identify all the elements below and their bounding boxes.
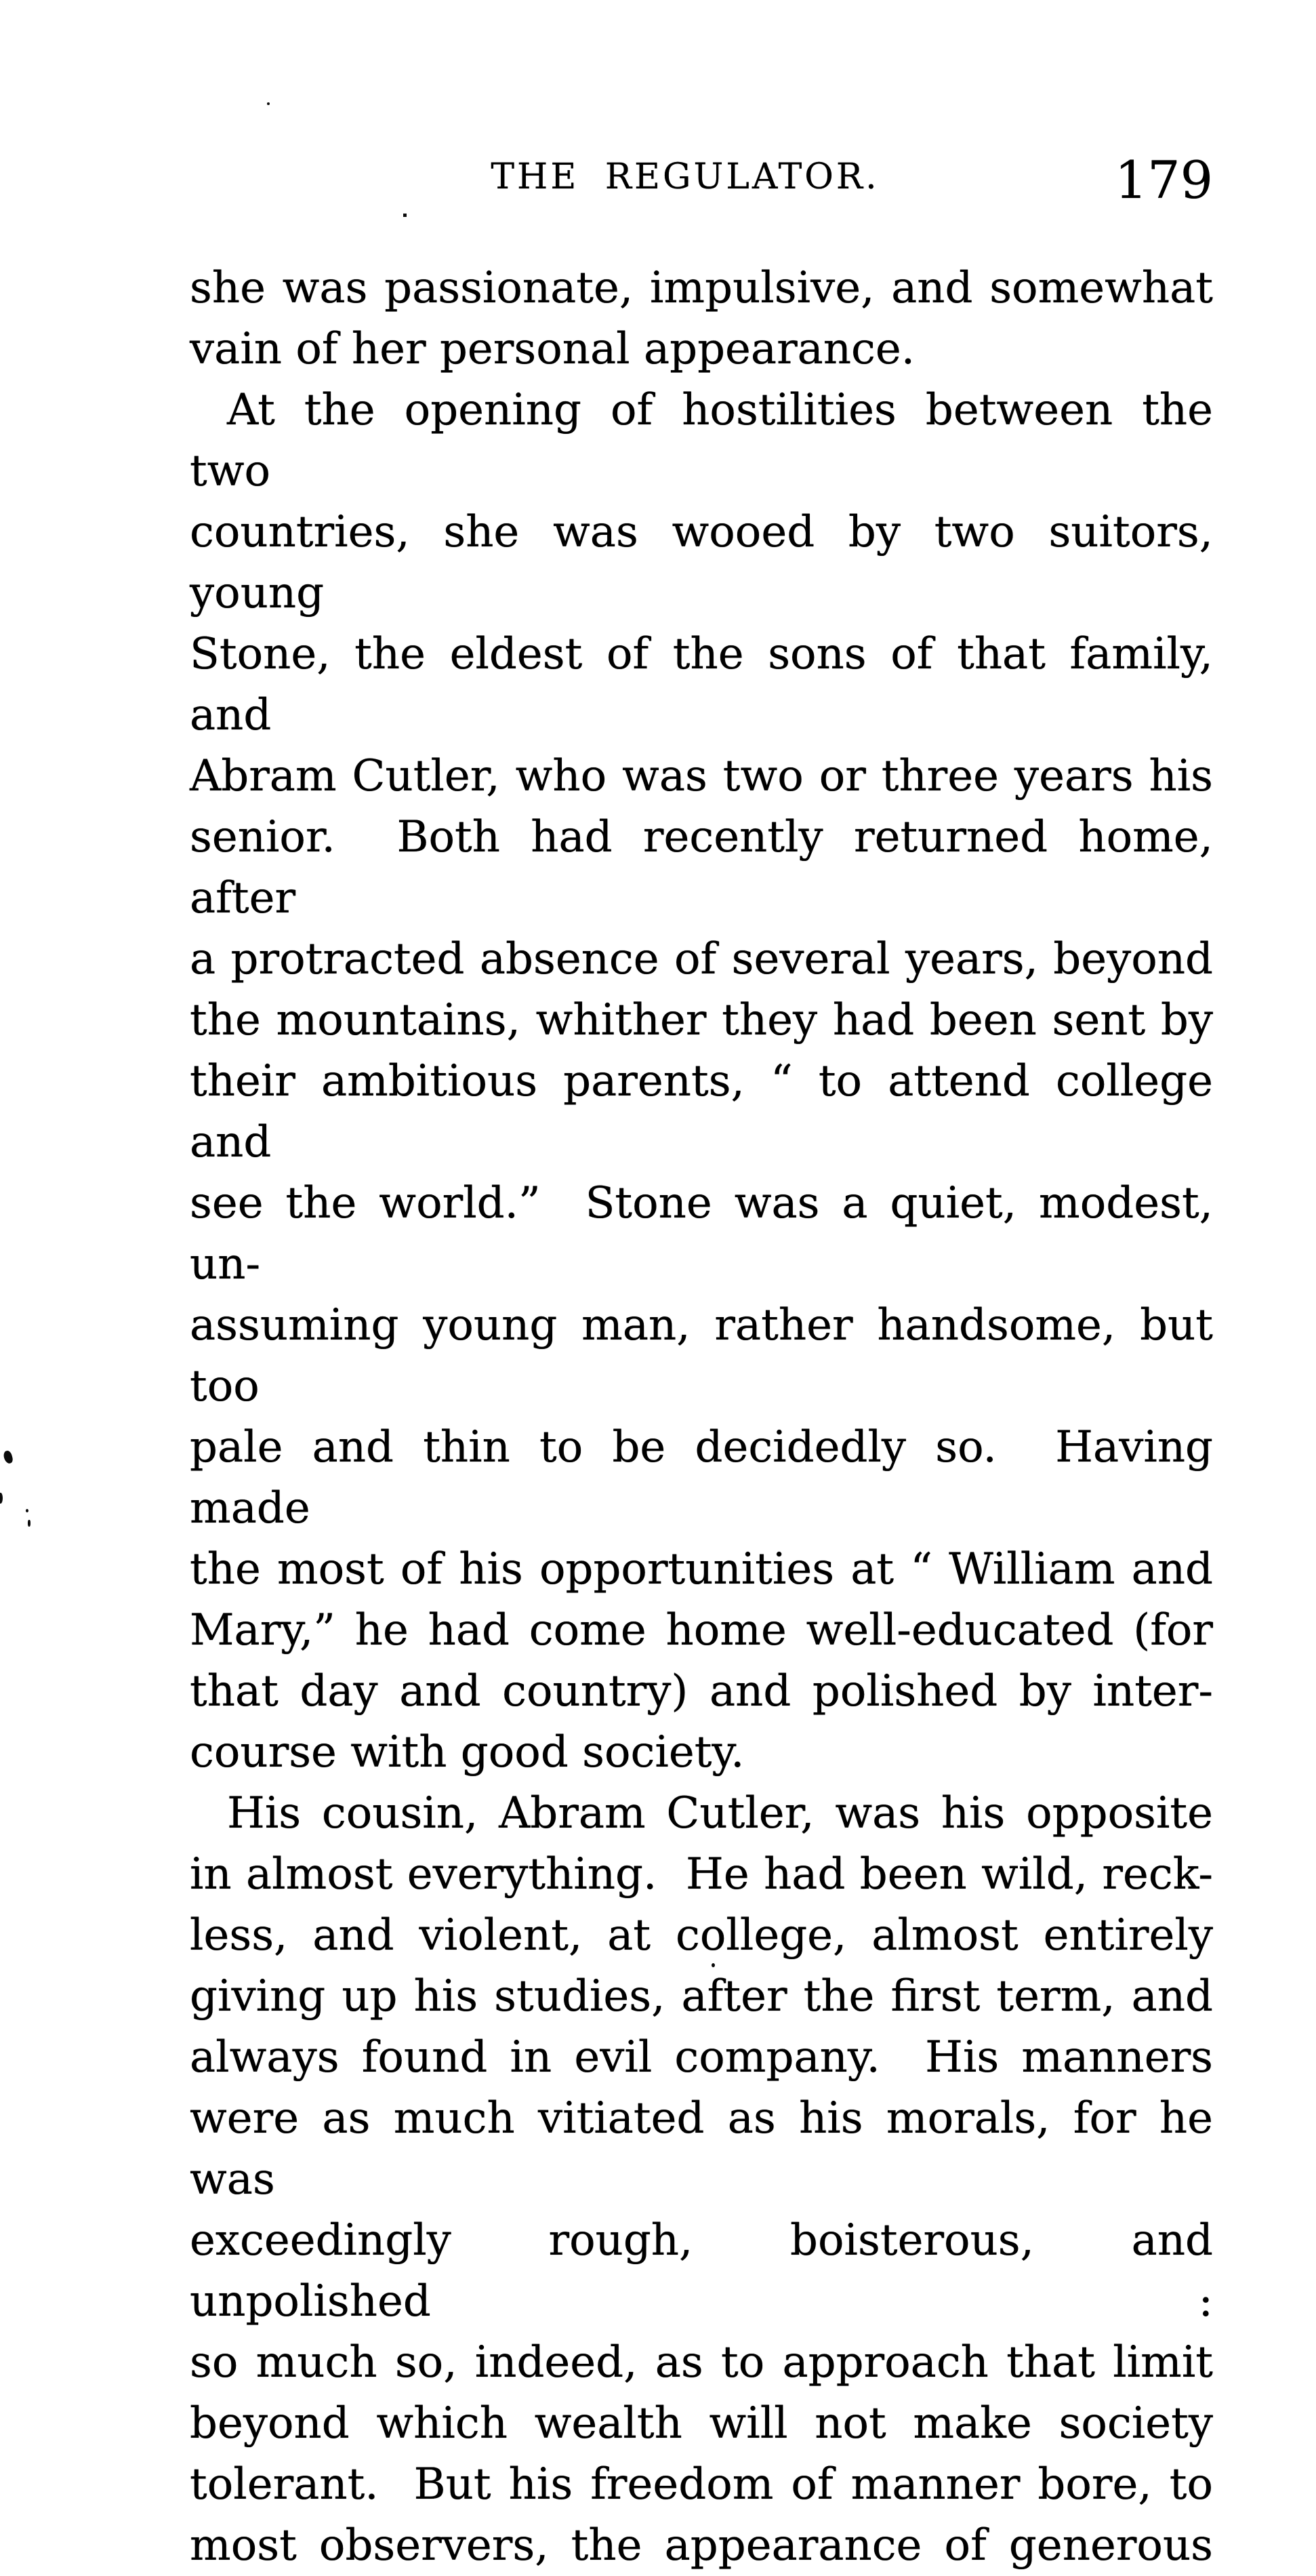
text-line: always found in evil company. His manners <box>190 2032 1213 2082</box>
text-line: the most of his opportunities at “ William and <box>190 1544 1213 1594</box>
text-line: countries, she was wooed by two suitors, young <box>190 507 1213 618</box>
text-line: tolerant. But his freedom of manner bore, to <box>190 2459 1213 2510</box>
text-line: so much so, indeed, as to approach that limit <box>190 2337 1213 2388</box>
ink-speck <box>26 1509 28 1512</box>
text-line: course with good society. <box>190 1727 745 1777</box>
text-line: beyond which wealth will not make society <box>190 2398 1213 2449</box>
ink-speck <box>712 1963 715 1967</box>
text-line: pale and thin to be decidedly so. Having made <box>190 1422 1213 1533</box>
text-line: senior. Both had recently returned home, after <box>190 812 1213 923</box>
text-line: in almost everything. He had been wild, reck- <box>190 1849 1213 1899</box>
ink-speck <box>28 1520 30 1527</box>
text-line: giving up his studies, after the first term, and <box>190 1971 1213 2021</box>
text-line: most observers, the appearance of generous <box>190 2520 1213 2571</box>
ink-speck <box>403 214 407 217</box>
text-line: the mountains, whither they had been sent by <box>190 995 1213 1045</box>
text-line: Mary,” he had come home well-educated (for <box>190 1605 1213 1655</box>
text-line: assuming young man, rather handsome, but too <box>190 1300 1213 1411</box>
text-line: vain of her personal appearance. <box>190 324 916 374</box>
text-line: were as much vitiated as his morals, for he was <box>190 2093 1213 2205</box>
text-line: Stone, the eldest of the sons of that family, and <box>190 629 1213 740</box>
text-line: see the world.” Stone was a quiet, modest, un- <box>190 1178 1213 1289</box>
page-number: 179 <box>1114 150 1213 210</box>
text-line: less, and violent, at college, almost entirely <box>190 1910 1213 1960</box>
body-text <box>190 258 1213 2576</box>
text-line: Abram Cutler, who was two or three years his <box>190 751 1213 801</box>
text-line: At the opening of hostilities between the two <box>190 385 1213 496</box>
text-line: their ambitious parents, “ to attend college and <box>190 1056 1213 1167</box>
text-line: exceedingly rough, boisterous, and unpolished : <box>190 2215 1213 2327</box>
text-line: a protracted absence of several years, beyond <box>190 934 1213 984</box>
ink-speck <box>3 1450 14 1464</box>
running-title: THE REGULATOR. <box>491 157 880 197</box>
ink-speck <box>0 1493 3 1504</box>
text-line: His cousin, Abram Cutler, was his opposite <box>227 1788 1213 1838</box>
ink-speck <box>267 102 270 105</box>
text-line: she was passionate, impulsive, and somewhat <box>190 263 1213 313</box>
text-line: that day and country) and polished by inter- <box>190 1666 1213 1716</box>
